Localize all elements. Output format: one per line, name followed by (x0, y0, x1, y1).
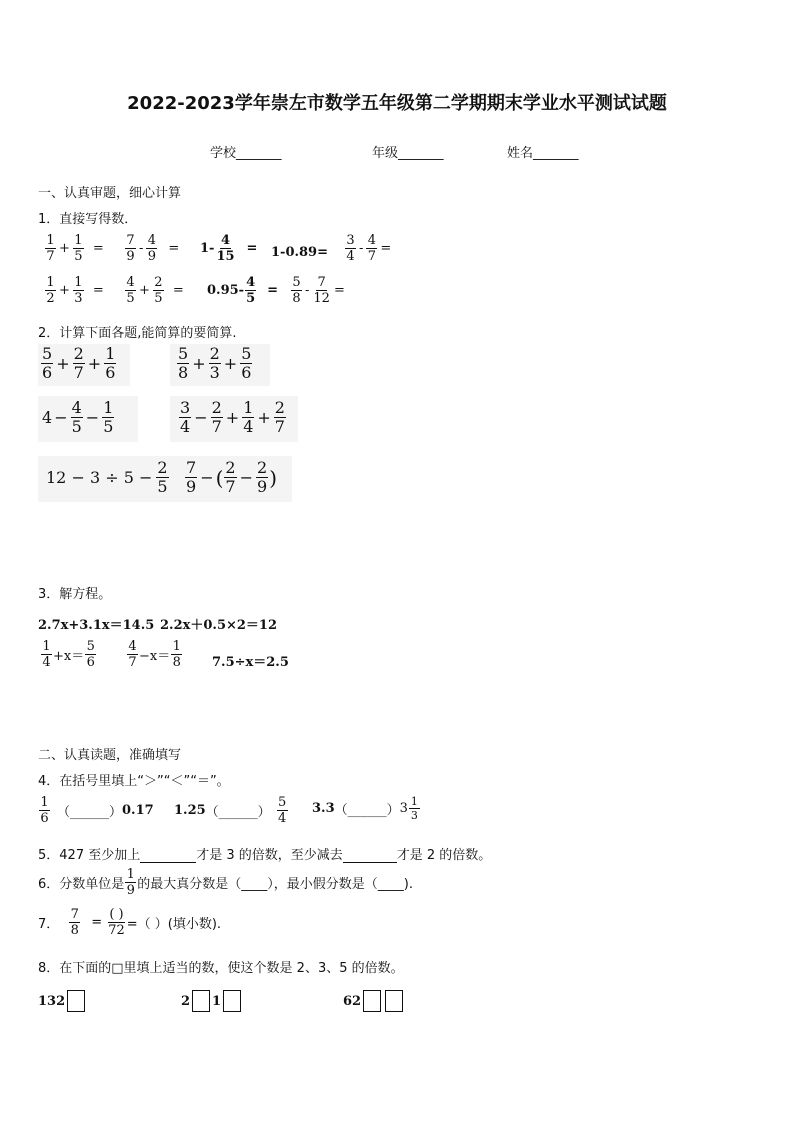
name-field[interactable]: 姓名_______ (507, 146, 579, 161)
q5: 5．427 至少加上 才是 3 的倍数，至少减去 才是 2 的倍数。 (38, 848, 492, 863)
q2-expr-1: $\frac{5}{6}$ + $\frac{2}{7}$ + $\frac{1}{6}$ (42, 344, 116, 382)
q1-item-8: 0.95- $\frac{4}{5}$ = (207, 275, 279, 306)
q5-blank-1[interactable] (140, 847, 196, 863)
q1-item-3: 1- $\frac{4}{15}$ = (200, 233, 258, 264)
q4-blank-2[interactable]: （______） (205, 805, 271, 820)
q8-label: 8．在下面的□里填上适当的数，使这个数是 2、3、5 的倍数。 (38, 961, 404, 976)
q3-eq-2: 2.2x＋0.5×2＝12 (160, 618, 278, 633)
q2-expr-5: 12 − 3 ÷ 5 − $\frac{2}{5}$ (46, 458, 168, 496)
q3-eq-5: 7.5÷x＝2.5 (212, 655, 289, 670)
q2-label: 2．计算下面各题,能简算的要简算. (38, 326, 237, 341)
q1-item-4: 1-0.89= (271, 245, 328, 260)
q4-label: 4．在括号里填上“＞”“＜”“＝”。 (38, 774, 230, 789)
q4-compare-1: $\frac{1}{6}$ （______） 0.17 (40, 795, 154, 826)
q1-item-1: $\frac{1}{7}$ + $\frac{1}{5}$ = (46, 233, 104, 264)
school-field[interactable]: 学校_______ (210, 146, 282, 161)
q5-blank-2[interactable] (343, 847, 397, 863)
q3-eq-4: $\frac{4}{7}$ −x＝ $\frac{1}{8}$ (128, 639, 181, 670)
q3-eq-3: $\frac{1}{4}$ +x＝ $\frac{5}{6}$ (42, 639, 95, 670)
page-title: 2022-2023学年崇左市数学五年级第二学期期末学业水平测试试题 (127, 93, 667, 114)
grade-field[interactable]: 年级_______ (372, 146, 444, 161)
section2-heading: 二、认真读题，准确填写 (38, 748, 182, 763)
q4-blank-1[interactable]: （______） (57, 805, 123, 820)
q4-compare-3: 3.3 （______） 3 $\frac{1}{3}$ (312, 795, 418, 822)
q2-expr-2: $\frac{5}{8}$ + $\frac{2}{3}$ + $\frac{5}{6}$ (178, 344, 252, 382)
left-paren: ( (215, 465, 224, 490)
section1-heading: 一、认真审题，细心计算 (38, 186, 182, 201)
q1-item-9: $\frac{5}{8}$ - $\frac{7}{12}$ = (292, 275, 345, 306)
q8-number-1: 132 (38, 990, 87, 1012)
q2-expr-4: $\frac{3}{4}$ − $\frac{2}{7}$ + $\frac{1}{4}$ + $\frac{2}{7}$ (180, 398, 285, 436)
q4-compare-2: 1.25 （______） $\frac{5}{4}$ (174, 795, 287, 826)
q8-box-2[interactable] (192, 990, 210, 1012)
q8-box-4[interactable] (363, 990, 381, 1012)
q8-box-5[interactable] (385, 990, 403, 1012)
q1-item-2: $\frac{7}{9}$ - $\frac{4}{9}$ = (126, 233, 180, 264)
q4-blank-3[interactable]: （______） (334, 803, 400, 818)
q8-box-3[interactable] (223, 990, 241, 1012)
q6: 6．分数单位是 $\frac{1}{9}$ 的最大真分数是（____），最小假分数是（____). (38, 867, 413, 898)
q3-eq-1: 2.7x+3.1x＝14.5 (38, 618, 155, 633)
q2-expr-6: $\frac{7}{9}$ − ( $\frac{2}{7}$ − $\frac{2}{9}$ ) (186, 458, 277, 496)
q1-item-6: $\frac{1}{2}$ + $\frac{1}{3}$ = (46, 275, 104, 306)
q8-number-2: 2 1 (181, 990, 243, 1012)
q7: 7． $\frac{7}{8}$ = $\frac{( )}{72}$ =（ ）(填小数). (38, 907, 222, 938)
right-paren: ) (269, 465, 277, 490)
q8-number-3: 62 (343, 990, 405, 1012)
q8-box-1[interactable] (67, 990, 85, 1012)
q2-expr-3: 4 − $\frac{4}{5}$ − $\frac{1}{5}$ (42, 398, 114, 436)
q1-item-5: $\frac{3}{4}$ - $\frac{4}{7}$ = (346, 233, 392, 264)
q1-item-7: $\frac{4}{5}$ + $\frac{2}{5}$ = (126, 275, 184, 306)
q3-label: 3．解方程。 (38, 587, 112, 602)
q1-label: 1．直接写得数． (38, 212, 138, 227)
